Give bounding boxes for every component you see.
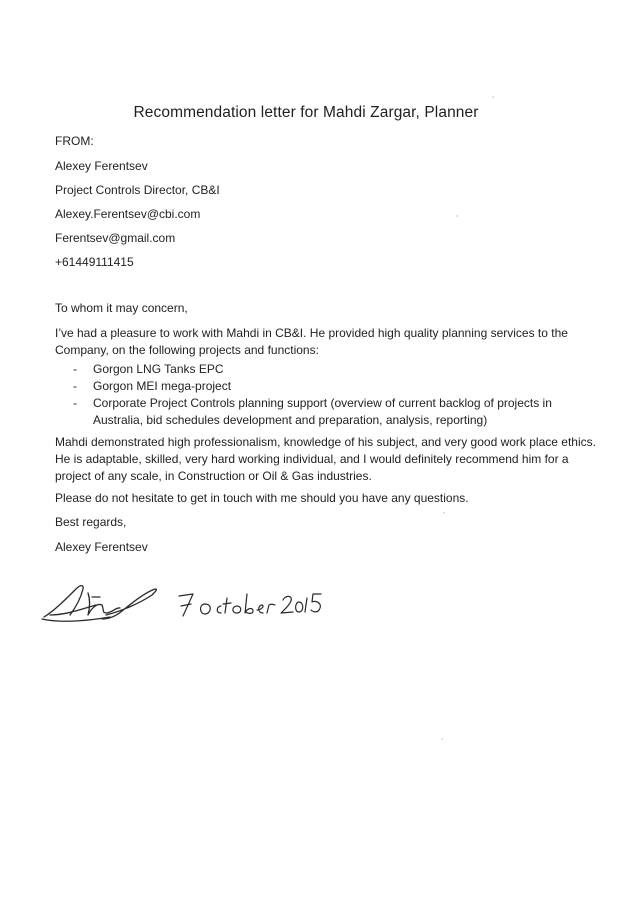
from-label: FROM:: [55, 134, 94, 148]
scan-speck: [443, 512, 445, 514]
project-text: Australia, bid schedules development and preparation, analysis, reporting): [93, 413, 488, 427]
assessment-line: Mahdi demonstrated high professionalism, knowledge of his subject, and very good work place ethics.: [55, 435, 596, 449]
handwritten-date-ink: [175, 582, 325, 622]
bullet-dash: -: [73, 396, 77, 410]
sender-email-personal: Ferentsev@gmail.com: [55, 231, 176, 245]
sender-position: Project Controls Director, CB&I: [55, 183, 220, 197]
sender-email-work: Alexey.Ferentsev@cbi.com: [55, 207, 201, 221]
sender-name: Alexey Ferentsev: [55, 159, 148, 173]
project-text: Corporate Project Controls planning support (overview of current backlog of projects in: [93, 396, 552, 410]
assessment-line: He is adaptable, skilled, very hard working individual, and I would definitely recommend him for a: [55, 452, 569, 466]
bullet-dash: -: [73, 379, 77, 393]
project-text: Gorgon LNG Tanks EPC: [93, 362, 224, 376]
intro-line: I’ve had a pleasure to work with Mahdi in CB&I. He provided high quality planning services to the: [55, 326, 568, 340]
contact-line: Please do not hesitate to get in touch with me should you have any questions.: [55, 491, 469, 505]
project-item: [55, 378, 575, 395]
bullet-dash: -: [73, 362, 77, 376]
intro-line: Company, on the following projects and functions:: [55, 343, 319, 357]
handwritten-date: [175, 582, 325, 622]
intro-paragraph: [55, 325, 575, 359]
project-item: [55, 361, 575, 378]
sender-phone: +61449111415: [55, 255, 134, 269]
assessment-line: project of any scale, in Construction or Oil & Gas industries.: [55, 469, 372, 483]
project-text: Gorgon MEI mega-project: [93, 379, 232, 393]
scan-speck: [441, 738, 443, 740]
scan-speck: [492, 96, 494, 98]
project-list: [55, 361, 575, 429]
signatory-name: Alexey Ferentsev: [55, 540, 148, 554]
assessment-paragraph: [55, 434, 596, 485]
salutation: To whom it may concern,: [55, 301, 188, 315]
letter-title: Recommendation letter for Mahdi Zargar, Planner: [133, 104, 479, 121]
closing: Best regards,: [55, 515, 127, 529]
project-item: [55, 395, 575, 429]
scan-speck: [456, 215, 458, 217]
signature-mark: [40, 575, 170, 630]
